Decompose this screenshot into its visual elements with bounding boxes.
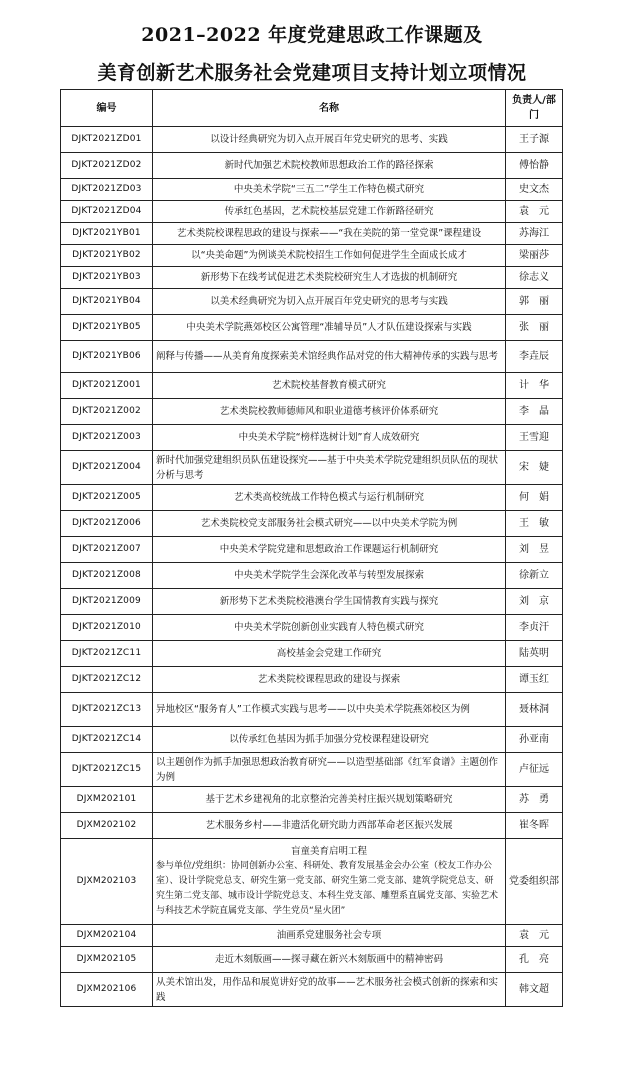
header-code: 编号 (61, 90, 153, 127)
document-title-line1: 2021–2022 年度党建思政工作课题及 (141, 24, 483, 46)
row-code: DJKT2021YB01 (61, 223, 153, 245)
row-owner: 梁丽莎 (506, 245, 563, 267)
row-code: DJXM202106 (61, 973, 153, 1007)
row-name: 艺术类院校课程思政的建设与探索——“我在美院的第一堂党课”课程建设 (153, 223, 506, 245)
row-name: 中央美术学院创新创业实践育人特色模式研究 (153, 615, 506, 641)
table-row (61, 973, 563, 1007)
row-code: DJKT2021Z007 (61, 537, 153, 563)
table-row (61, 451, 563, 485)
table-row (61, 485, 563, 511)
row-name: 艺术类院校教师德师风和职业道德考核评价体系研究 (153, 399, 506, 425)
row-owner: 党委组织部 (506, 839, 563, 925)
row-code: DJKT2021ZD04 (61, 201, 153, 223)
table-row (61, 127, 563, 153)
table-row (61, 245, 563, 267)
row-owner: 李垚辰 (506, 341, 563, 373)
row-code: DJKT2021Z001 (61, 373, 153, 399)
row-code: DJKT2021ZD03 (61, 179, 153, 201)
row-code: DJKT2021YB03 (61, 267, 153, 289)
row-code: DJKT2021Z006 (61, 511, 153, 537)
row-code: DJKT2021ZC13 (61, 693, 153, 727)
row-owner: 李贞汗 (506, 615, 563, 641)
table-row (61, 839, 563, 925)
table-row (61, 787, 563, 813)
row-code: DJKT2021YB04 (61, 289, 153, 315)
row-code: DJKT2021Z010 (61, 615, 153, 641)
table-row (61, 813, 563, 839)
row-code: DJXM202103 (61, 839, 153, 925)
row-name: 中央美术学院党建和思想政治工作课题运行机制研究 (153, 537, 506, 563)
table-row (61, 947, 563, 973)
table-body (61, 127, 563, 1007)
row-owner: 刘 昱 (506, 537, 563, 563)
row-name: 新形势下艺术类院校港澳台学生国情教育实践与探究 (153, 589, 506, 615)
row-name: 中央美术学院燕郊校区公寓管理“准辅导员”人才队伍建设探索与实践 (153, 315, 506, 341)
row-name: 艺术院校基督教育模式研究 (153, 373, 506, 399)
row-name: 以设计经典研究为切入点开展百年党史研究的思考、实践 (153, 127, 506, 153)
row-owner: 傅怡静 (506, 153, 563, 179)
row-owner: 崔冬晖 (506, 813, 563, 839)
row-code: DJKT2021YB02 (61, 245, 153, 267)
table-row (61, 399, 563, 425)
row-code: DJKT2021ZC11 (61, 641, 153, 667)
table-row (61, 667, 563, 693)
row-name: 中央美术学院学生会深化改革与转型发展探索 (153, 563, 506, 589)
row-name: 中央美术学院“榜样选树计划”育人成效研究 (153, 425, 506, 451)
row-code: DJKT2021Z002 (61, 399, 153, 425)
row-code: DJKT2021ZC14 (61, 727, 153, 753)
row-owner: 聂林洞 (506, 693, 563, 727)
row-name: 艺术服务乡村——非遗活化研究助力西部革命老区振兴发展 (153, 813, 506, 839)
row-name: 基于艺术乡建视角的北京整治完善美村庄振兴规划策略研究 (153, 787, 506, 813)
row-name: 新时代加强艺术院校教师思想政治工作的路径探索 (153, 153, 506, 179)
table-row (61, 753, 563, 787)
table-row (61, 179, 563, 201)
row-participants: 参与单位/党组织：协同创新办公室、科研处、教育发展基金会办公室（校友工作办公室）、设计学院党总支、研究生第一党支部、研究生第二党支部、建筑学院党总支、研究生第二党支部、城市设计学院党总支、本科生党支部、雕塑系直属党支部、实验艺术与科技艺术学院直属党支部、学生党员“星火团” (156, 861, 499, 916)
row-code: DJXM202105 (61, 947, 153, 973)
table-row (61, 925, 563, 947)
row-code: DJKT2021Z003 (61, 425, 153, 451)
row-name: 艺术类院校党支部服务社会模式研究——以中央美术学院为例 (153, 511, 506, 537)
row-owner: 计 华 (506, 373, 563, 399)
row-name: 从美术馆出发，用作品和展览讲好党的故事——艺术服务社会模式创新的探索和实践 (153, 973, 506, 1007)
row-owner: 何 娟 (506, 485, 563, 511)
row-name: 异地校区“服务育人”工作模式实践与思考——以中央美术学院燕郊校区为例 (153, 693, 506, 727)
row-name: 艺术类院校课程思政的建设与探索 (153, 667, 506, 693)
header-owner: 负责人/部门 (506, 90, 563, 127)
row-name: 新形势下在线考试促进艺术类院校研究生人才选拔的机制研究 (153, 267, 506, 289)
row-owner: 郭 丽 (506, 289, 563, 315)
row-name (153, 839, 506, 925)
row-name: 传承红色基因，艺术院校基层党建工作新路径研究 (153, 201, 506, 223)
row-owner: 袁 元 (506, 201, 563, 223)
row-code: DJKT2021Z005 (61, 485, 153, 511)
row-owner: 谭玉红 (506, 667, 563, 693)
row-owner: 孙亚南 (506, 727, 563, 753)
row-code: DJKT2021Z009 (61, 589, 153, 615)
row-owner: 孔 亮 (506, 947, 563, 973)
row-code: DJKT2021YB05 (61, 315, 153, 341)
row-owner: 史文杰 (506, 179, 563, 201)
row-code: DJKT2021ZC12 (61, 667, 153, 693)
row-owner: 李 晶 (506, 399, 563, 425)
row-name: 艺术类高校统战工作特色模式与运行机制研究 (153, 485, 506, 511)
document-title-line2: 美育创新艺术服务社会党建项目支持计划立项情况 (97, 62, 527, 84)
table-row (61, 727, 563, 753)
table-row (61, 425, 563, 451)
row-code: DJKT2021ZC15 (61, 753, 153, 787)
row-owner: 陆英明 (506, 641, 563, 667)
table-row (61, 537, 563, 563)
table-row (61, 341, 563, 373)
table-row (61, 511, 563, 537)
row-owner: 苏海江 (506, 223, 563, 245)
row-owner: 王雪迎 (506, 425, 563, 451)
table-row (61, 267, 563, 289)
row-code: DJKT2021ZD02 (61, 153, 153, 179)
row-owner: 韩文超 (506, 973, 563, 1007)
table-row (61, 223, 563, 245)
table-row (61, 289, 563, 315)
table-row (61, 201, 563, 223)
row-owner: 苏 勇 (506, 787, 563, 813)
table-row (61, 315, 563, 341)
row-owner: 刘 京 (506, 589, 563, 615)
project-table (60, 89, 563, 1007)
row-name: 高校基金会党建工作研究 (153, 641, 506, 667)
row-name: 以传承红色基因为抓手加强分党校课程建设研究 (153, 727, 506, 753)
row-owner: 王 敏 (506, 511, 563, 537)
header-name: 名称 (153, 90, 506, 127)
row-name: 以“央美命题”为例谈美术院校招生工作如何促进学生全面成长成才 (153, 245, 506, 267)
table-row (61, 563, 563, 589)
row-owner: 徐新立 (506, 563, 563, 589)
row-code: DJKT2021YB06 (61, 341, 153, 373)
row-name: 以主题创作为抓手加强思想政治教育研究——以造型基础部《红军食谱》主题创作为例 (153, 753, 506, 787)
row-owner: 袁 元 (506, 925, 563, 947)
row-owner: 张 丽 (506, 315, 563, 341)
row-owner: 王子源 (506, 127, 563, 153)
row-name: 以美术经典研究为切入点开展百年党史研究的思考与实践 (153, 289, 506, 315)
table-row (61, 641, 563, 667)
row-code: DJKT2021Z004 (61, 451, 153, 485)
row-owner: 宋 婕 (506, 451, 563, 485)
row-owner: 卢征远 (506, 753, 563, 787)
row-code: DJXM202104 (61, 925, 153, 947)
table-row (61, 373, 563, 399)
row-code: DJKT2021ZD01 (61, 127, 153, 153)
row-code: DJXM202101 (61, 787, 153, 813)
table-row (61, 153, 563, 179)
table-row (61, 693, 563, 727)
row-owner: 徐志义 (506, 267, 563, 289)
row-name: 走近木刻版画——探寻藏在新兴木刻版画中的精神密码 (153, 947, 506, 973)
row-name: 阐释与传播——从美育角度探索美术馆经典作品对党的伟大精神传承的实践与思考 (153, 341, 506, 373)
row-name: 中央美术学院“三五二”学生工作特色模式研究 (153, 179, 506, 201)
row-name-title: 盲童美育启明工程 (290, 846, 367, 857)
row-code: DJXM202102 (61, 813, 153, 839)
row-code: DJKT2021Z008 (61, 563, 153, 589)
table-header-row (61, 90, 563, 127)
table-row (61, 589, 563, 615)
row-name: 新时代加强党建组织员队伍建设探究——基于中央美术学院党建组织员队伍的现状分析与思考 (153, 451, 506, 485)
table-row (61, 615, 563, 641)
row-name: 油画系党建服务社会专项 (153, 925, 506, 947)
